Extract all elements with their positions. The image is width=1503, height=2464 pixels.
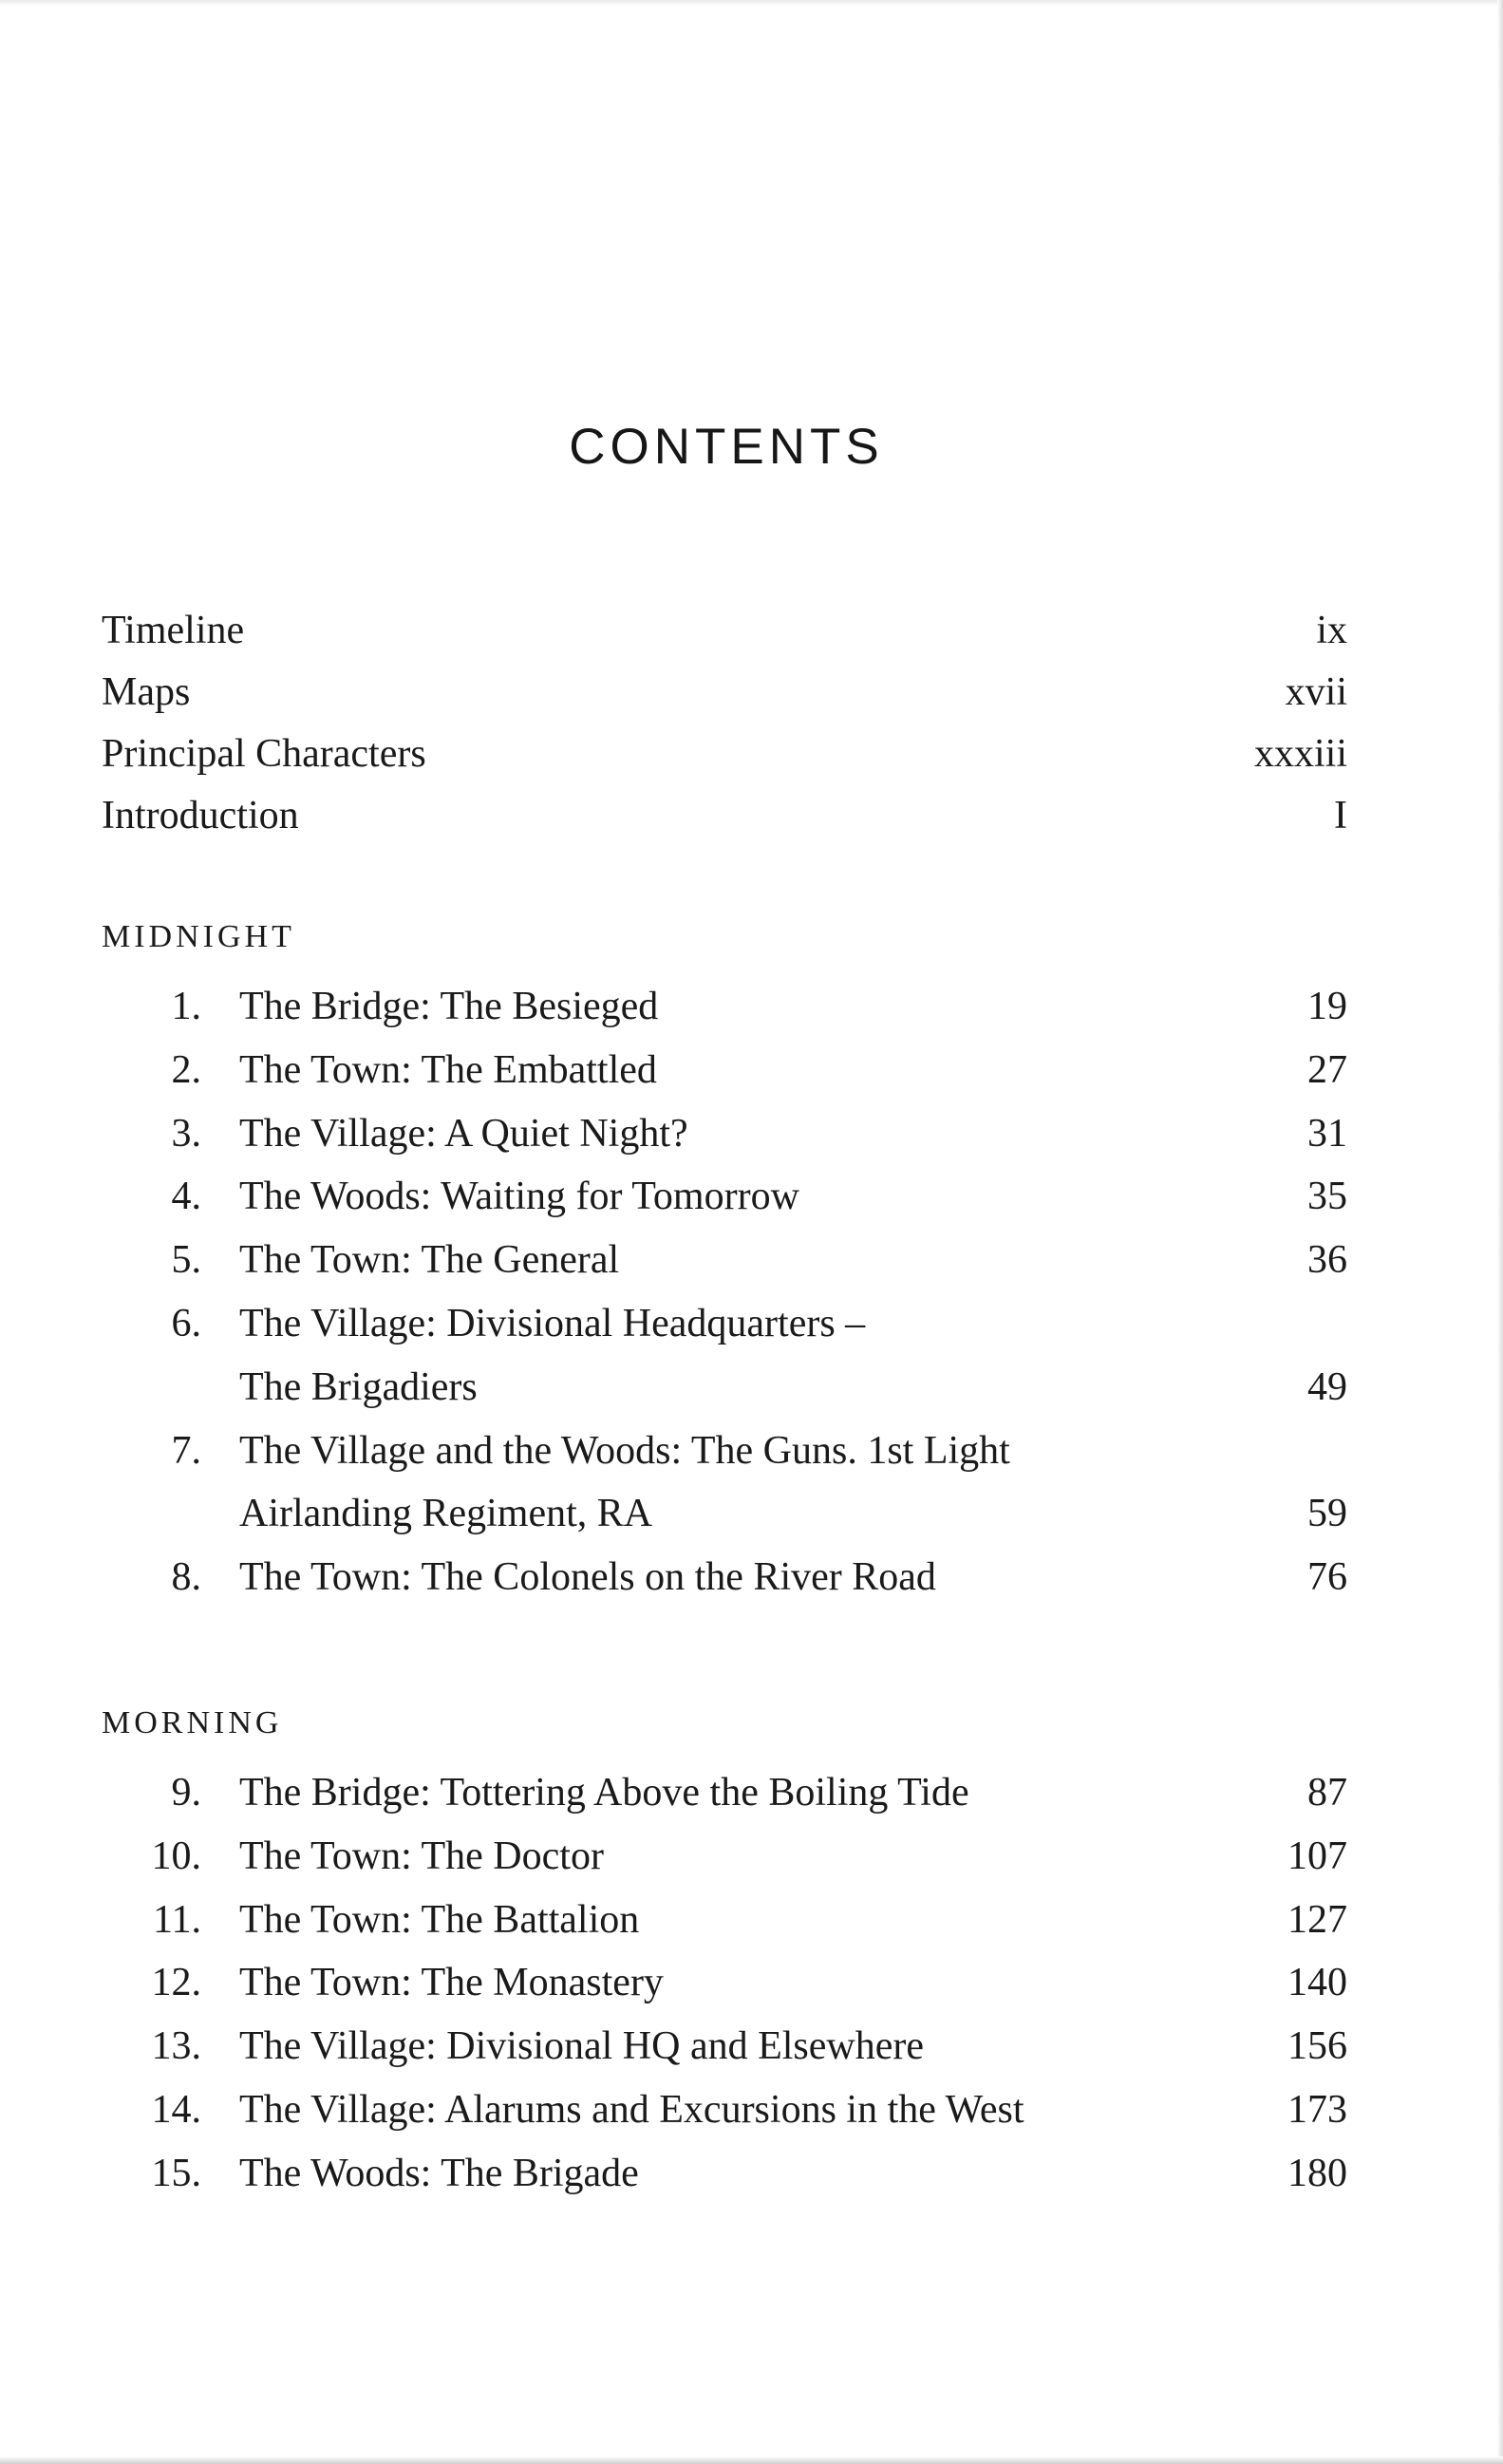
toc-chapter-row xyxy=(102,1165,1347,1229)
toc-chapter-title xyxy=(239,2142,1227,2206)
toc-chapter-title-line: The Town: The Battalion xyxy=(239,1897,640,1942)
toc-chapter-title xyxy=(239,1102,1227,1166)
toc-chapter-title-line: The Town: The Monastery xyxy=(239,1961,664,2005)
toc-chapter-title-line: The Village: A Quiet Night? xyxy=(239,1111,688,1156)
toc-section-heading: MORNING xyxy=(102,1704,283,1740)
toc-chapter-number: 1. xyxy=(171,985,201,1028)
toc-page-number: 107 xyxy=(1287,1834,1347,1878)
toc-chapter-row xyxy=(102,1292,1347,1420)
toc-entry-title: Timeline xyxy=(102,609,245,652)
toc-chapter-number: 14. xyxy=(151,2087,201,2132)
toc-entry-title: Introduction xyxy=(102,794,299,837)
toc-entry-title: Principal Characters xyxy=(102,732,426,776)
toc-chapter-number: 11. xyxy=(153,1897,201,1942)
toc-chapter-title xyxy=(239,1889,1227,1952)
toc-front-matter-row xyxy=(102,724,1347,785)
toc-page-number: xvii xyxy=(1285,670,1347,714)
toc-chapter-title xyxy=(239,2078,1227,2142)
toc-chapter-title xyxy=(239,1761,1227,1825)
toc-front-matter-row xyxy=(102,785,1347,847)
toc-page-number: 87 xyxy=(1307,1770,1347,1815)
toc-chapter-title xyxy=(239,1165,1227,1229)
toc-chapter-title xyxy=(239,1039,1227,1102)
toc-chapter-title xyxy=(239,1825,1227,1889)
toc-chapter-row xyxy=(102,1102,1347,1166)
toc-chapter-title xyxy=(239,1229,1227,1292)
toc-chapter-title-line: The Town: The Colonels on the River Road xyxy=(239,1555,936,1600)
toc-page-number: 76 xyxy=(1307,1555,1347,1600)
scan-edge-bottom xyxy=(0,2456,1503,2464)
toc-front-matter-row xyxy=(102,600,1347,662)
toc-chapter-row xyxy=(102,1229,1347,1292)
toc-page-number: 27 xyxy=(1307,1047,1347,1092)
toc-chapter-number: 12. xyxy=(151,1961,201,2005)
toc-chapter-title xyxy=(239,1292,1227,1420)
toc-chapter-title-line: The Bridge: The Besieged xyxy=(239,985,659,1028)
toc-section-heading: MIDNIGHT xyxy=(102,919,295,954)
toc-page-number: 59 xyxy=(1307,1492,1347,1536)
toc-page-number: 127 xyxy=(1287,1897,1347,1942)
toc-chapter-title xyxy=(239,2015,1227,2078)
toc-page-number: 49 xyxy=(1307,1364,1347,1409)
toc-chapter-title-line: The Town: The General xyxy=(239,1238,620,1283)
scan-edge-top xyxy=(0,0,1503,6)
toc-chapter-number: 6. xyxy=(171,1301,201,1345)
toc-chapter-row xyxy=(102,2142,1347,2206)
toc-chapter-row xyxy=(102,1039,1347,1102)
toc-chapter-number: 2. xyxy=(171,1047,201,1092)
toc-chapter-row xyxy=(102,2078,1347,2142)
toc-chapter-row xyxy=(102,1825,1347,1889)
toc-chapter-title-line: The Village and the Woods: The Guns. 1st Light xyxy=(239,1428,1010,1473)
toc-page-number: I xyxy=(1334,794,1347,837)
toc-chapter-row xyxy=(102,1951,1347,2015)
toc-chapter-title xyxy=(239,1546,1227,1609)
toc-page-number: 31 xyxy=(1307,1111,1347,1156)
toc-chapter-number: 15. xyxy=(151,2151,201,2195)
toc-chapter-title-line: The Village: Alarums and Excursions in the West xyxy=(239,2087,1024,2132)
scan-edge-right xyxy=(1497,0,1503,2464)
toc-page-number: xxxiii xyxy=(1253,732,1347,776)
toc-page-number: 19 xyxy=(1307,985,1347,1028)
toc-chapter-number: 8. xyxy=(171,1555,201,1600)
toc-chapter-number: 4. xyxy=(171,1175,201,1219)
toc-chapter-number: 9. xyxy=(171,1770,201,1815)
toc-chapter-row xyxy=(102,1761,1347,1825)
toc-chapter-title-line: The Town: The Doctor xyxy=(239,1834,604,1878)
toc-chapter-number: 7. xyxy=(171,1428,201,1473)
toc-page-number: 140 xyxy=(1287,1961,1347,2005)
toc-chapter-row xyxy=(102,2015,1347,2078)
toc-chapter-row xyxy=(102,1420,1347,1547)
toc-chapter-title xyxy=(239,975,1227,1039)
page-title: CONTENTS xyxy=(569,419,884,475)
toc-chapter-title xyxy=(239,1951,1227,2015)
toc-page-number: 173 xyxy=(1287,2087,1347,2132)
toc-chapter-number: 5. xyxy=(171,1238,201,1283)
toc-chapter-number: 10. xyxy=(151,1834,201,1878)
toc-chapter-title-line: The Woods: The Brigade xyxy=(239,2151,639,2195)
table-of-contents xyxy=(102,600,1347,2206)
toc-chapter-title-line: The Village: Divisional HQ and Elsewhere xyxy=(239,2024,925,2069)
toc-chapter-title-line: The Village: Divisional Headquarters – xyxy=(239,1301,866,1345)
toc-page-number: 35 xyxy=(1307,1175,1347,1219)
toc-page-number: 156 xyxy=(1287,2024,1347,2069)
toc-chapter-title-line: The Brigadiers xyxy=(239,1364,478,1409)
toc-chapter-title-line: Airlanding Regiment, RA xyxy=(239,1492,653,1536)
toc-chapter-title-line: The Town: The Embattled xyxy=(239,1047,657,1092)
toc-page-number: 180 xyxy=(1287,2151,1347,2195)
toc-chapter-number: 3. xyxy=(171,1111,201,1156)
toc-chapter-title-line: The Bridge: Tottering Above the Boiling Tide xyxy=(239,1770,969,1815)
toc-chapter-row xyxy=(102,1546,1347,1609)
toc-chapter-title xyxy=(239,1420,1227,1547)
toc-chapter-row xyxy=(102,975,1347,1039)
toc-chapter-title-line: The Woods: Waiting for Tomorrow xyxy=(239,1175,799,1219)
toc-front-matter-row xyxy=(102,662,1347,724)
toc-page-number: ix xyxy=(1316,609,1347,652)
toc-page-number: 36 xyxy=(1307,1238,1347,1283)
toc-chapter-number: 13. xyxy=(151,2024,201,2069)
toc-chapter-row xyxy=(102,1889,1347,1952)
toc-entry-title: Maps xyxy=(102,670,191,714)
